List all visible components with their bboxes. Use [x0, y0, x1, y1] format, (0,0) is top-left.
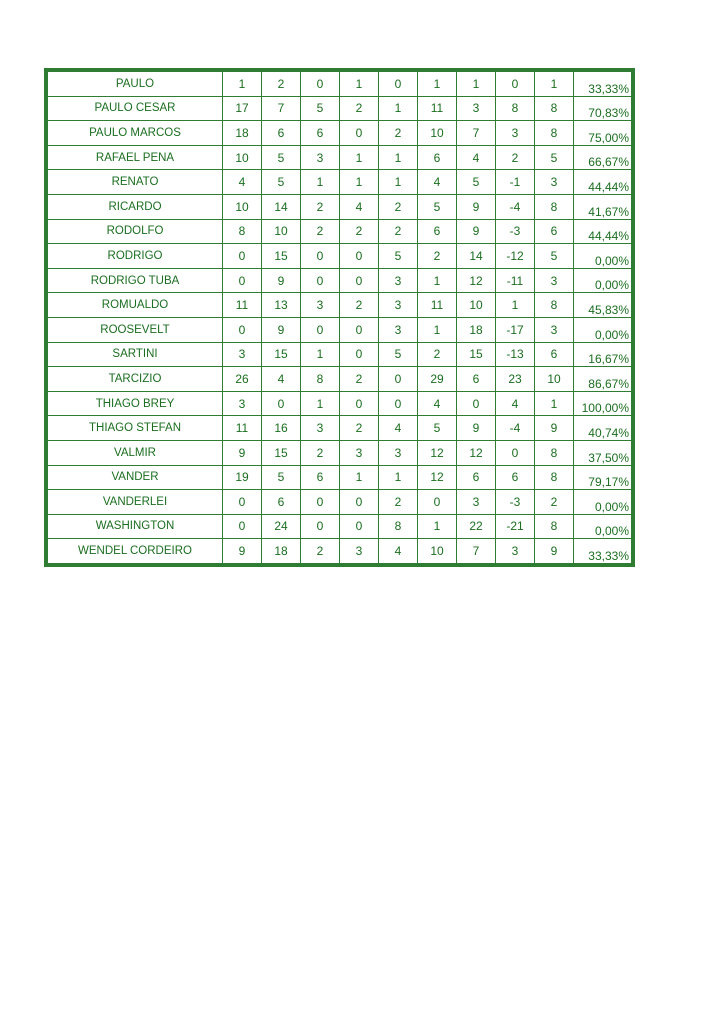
stat-cell: 8	[223, 219, 262, 244]
stat-cell: 0	[496, 440, 535, 465]
stat-cell: 6	[535, 219, 574, 244]
standings-table	[47, 71, 632, 564]
stat-cell: 13	[262, 293, 301, 318]
stat-cell: 3	[457, 96, 496, 121]
stat-cell: 4	[379, 416, 418, 441]
stat-cell: 10	[223, 145, 262, 170]
player-name: ROMUALDO	[48, 293, 223, 318]
stat-cell: 2	[379, 121, 418, 146]
stat-cell: 24	[262, 514, 301, 539]
stat-cell: 8	[379, 514, 418, 539]
stat-cell: -3	[496, 219, 535, 244]
percentage-cell: 0,00%	[574, 490, 632, 515]
stat-cell: 0	[301, 244, 340, 269]
player-name: VANDER	[48, 465, 223, 490]
stat-cell: 1	[379, 145, 418, 170]
table-row	[48, 244, 632, 269]
stat-cell: 0	[301, 490, 340, 515]
player-name: WENDEL CORDEIRO	[48, 539, 223, 564]
stat-cell: 2	[340, 293, 379, 318]
stat-cell: 0	[340, 268, 379, 293]
stat-cell: 1	[340, 465, 379, 490]
stat-cell: 10	[418, 121, 457, 146]
stat-cell: 1	[340, 145, 379, 170]
stat-cell: -3	[496, 490, 535, 515]
standings-sheet	[44, 68, 635, 567]
stat-cell: 5	[379, 244, 418, 269]
stat-cell: 1	[457, 72, 496, 97]
table-row	[48, 342, 632, 367]
percentage-cell: 0,00%	[574, 317, 632, 342]
player-name: PAULO	[48, 72, 223, 97]
stat-cell: 0	[223, 244, 262, 269]
stat-cell: 8	[535, 96, 574, 121]
stat-cell: 2	[340, 96, 379, 121]
stat-cell: 3	[379, 317, 418, 342]
stat-cell: 15	[262, 342, 301, 367]
stat-cell: 22	[457, 514, 496, 539]
stat-cell: -13	[496, 342, 535, 367]
stat-cell: 8	[535, 514, 574, 539]
stat-cell: 1	[340, 170, 379, 195]
stat-cell: 3	[496, 539, 535, 564]
stat-cell: 3	[535, 268, 574, 293]
stat-cell: 0	[301, 72, 340, 97]
stat-cell: -12	[496, 244, 535, 269]
player-name: PAULO CESAR	[48, 96, 223, 121]
stat-cell: 1	[301, 342, 340, 367]
stat-cell: 2	[379, 490, 418, 515]
table-row	[48, 170, 632, 195]
stat-cell: -11	[496, 268, 535, 293]
stat-cell: 3	[301, 145, 340, 170]
stat-cell: 8	[535, 293, 574, 318]
stat-cell: 0	[340, 514, 379, 539]
stat-cell: 1	[535, 391, 574, 416]
stat-cell: 2	[301, 194, 340, 219]
stat-cell: -4	[496, 416, 535, 441]
percentage-cell: 0,00%	[574, 268, 632, 293]
stat-cell: 15	[262, 244, 301, 269]
player-name: THIAGO BREY	[48, 391, 223, 416]
percentage-cell: 44,44%	[574, 219, 632, 244]
percentage-cell: 33,33%	[574, 72, 632, 97]
stat-cell: 3	[379, 440, 418, 465]
percentage-cell: 75,00%	[574, 121, 632, 146]
stat-cell: 6	[535, 342, 574, 367]
stat-cell: 8	[535, 465, 574, 490]
player-name: RENATO	[48, 170, 223, 195]
stat-cell: 0	[301, 317, 340, 342]
stat-cell: 11	[418, 96, 457, 121]
stat-cell: 10	[457, 293, 496, 318]
stat-cell: 8	[535, 194, 574, 219]
stat-cell: 2	[301, 440, 340, 465]
stat-cell: 0	[223, 317, 262, 342]
stat-cell: 2	[262, 72, 301, 97]
stat-cell: 3	[379, 268, 418, 293]
stat-cell: 9	[262, 268, 301, 293]
stat-cell: 0	[379, 391, 418, 416]
table-row	[48, 121, 632, 146]
stat-cell: 4	[379, 539, 418, 564]
stat-cell: 0	[418, 490, 457, 515]
stat-cell: 4	[223, 170, 262, 195]
stat-cell: 0	[496, 72, 535, 97]
percentage-cell: 16,67%	[574, 342, 632, 367]
stat-cell: -17	[496, 317, 535, 342]
stat-cell: 1	[223, 72, 262, 97]
percentage-cell: 45,83%	[574, 293, 632, 318]
table-row	[48, 490, 632, 515]
stat-cell: 5	[301, 96, 340, 121]
stat-cell: 3	[535, 317, 574, 342]
stat-cell: 0	[340, 391, 379, 416]
stat-cell: 17	[223, 96, 262, 121]
stat-cell: 4	[418, 391, 457, 416]
percentage-cell: 0,00%	[574, 244, 632, 269]
stat-cell: 3	[340, 440, 379, 465]
stat-cell: 0	[301, 268, 340, 293]
stat-cell: 5	[418, 194, 457, 219]
stat-cell: 6	[457, 367, 496, 392]
stat-cell: 0	[340, 244, 379, 269]
stat-cell: 0	[340, 121, 379, 146]
stat-cell: 14	[457, 244, 496, 269]
stat-cell: 0	[340, 317, 379, 342]
percentage-cell: 37,50%	[574, 440, 632, 465]
stat-cell: -4	[496, 194, 535, 219]
stat-cell: 0	[379, 72, 418, 97]
stat-cell: 0	[457, 391, 496, 416]
stat-cell: 6	[418, 219, 457, 244]
stat-cell: 11	[223, 416, 262, 441]
stat-cell: 1	[340, 72, 379, 97]
stat-cell: 1	[496, 293, 535, 318]
stat-cell: 1	[418, 317, 457, 342]
player-name: THIAGO STEFAN	[48, 416, 223, 441]
stat-cell: 1	[379, 465, 418, 490]
stat-cell: 9	[457, 194, 496, 219]
stat-cell: 10	[262, 219, 301, 244]
stat-cell: 7	[457, 121, 496, 146]
stat-cell: 2	[340, 416, 379, 441]
stat-cell: 8	[535, 440, 574, 465]
table-row	[48, 219, 632, 244]
stat-cell: 2	[379, 219, 418, 244]
table-row	[48, 539, 632, 564]
stat-cell: 1	[301, 391, 340, 416]
player-name: VALMIR	[48, 440, 223, 465]
stat-cell: 5	[262, 465, 301, 490]
percentage-cell: 86,67%	[574, 367, 632, 392]
stat-cell: 6	[418, 145, 457, 170]
stat-cell: 1	[379, 96, 418, 121]
stat-cell: 12	[418, 440, 457, 465]
stat-cell: -1	[496, 170, 535, 195]
stat-cell: 3	[496, 121, 535, 146]
stat-cell: 4	[418, 170, 457, 195]
stat-cell: 8	[535, 121, 574, 146]
stat-cell: 9	[262, 317, 301, 342]
percentage-cell: 79,17%	[574, 465, 632, 490]
stat-cell: 10	[535, 367, 574, 392]
table-row	[48, 440, 632, 465]
stat-cell: 12	[457, 440, 496, 465]
player-name: VANDERLEI	[48, 490, 223, 515]
stat-cell: 5	[262, 170, 301, 195]
stat-cell: 10	[223, 194, 262, 219]
stat-cell: 11	[418, 293, 457, 318]
percentage-cell: 70,83%	[574, 96, 632, 121]
stat-cell: 1	[418, 514, 457, 539]
stat-cell: 9	[535, 416, 574, 441]
stat-cell: 3	[340, 539, 379, 564]
stat-cell: 3	[535, 170, 574, 195]
stat-cell: 0	[379, 367, 418, 392]
stat-cell: 11	[223, 293, 262, 318]
stat-cell: 9	[535, 539, 574, 564]
percentage-cell: 33,33%	[574, 539, 632, 564]
player-name: RODOLFO	[48, 219, 223, 244]
table-row	[48, 194, 632, 219]
table-row	[48, 391, 632, 416]
player-name: PAULO MARCOS	[48, 121, 223, 146]
stat-cell: 0	[340, 490, 379, 515]
stat-cell: 9	[457, 219, 496, 244]
stat-cell: 3	[301, 416, 340, 441]
player-name: RICARDO	[48, 194, 223, 219]
percentage-cell: 66,67%	[574, 145, 632, 170]
stat-cell: 9	[223, 539, 262, 564]
stat-cell: 8	[301, 367, 340, 392]
stat-cell: 2	[340, 367, 379, 392]
stat-cell: 6	[496, 465, 535, 490]
stat-cell: 3	[457, 490, 496, 515]
stat-cell: 0	[301, 514, 340, 539]
stat-cell: 6	[262, 490, 301, 515]
table-row	[48, 367, 632, 392]
stat-cell: 2	[418, 342, 457, 367]
stat-cell: 3	[301, 293, 340, 318]
table-row	[48, 96, 632, 121]
stat-cell: 15	[262, 440, 301, 465]
stat-cell: 12	[457, 268, 496, 293]
table-row	[48, 514, 632, 539]
stat-cell: 18	[223, 121, 262, 146]
stat-cell: 12	[418, 465, 457, 490]
stat-cell: 5	[457, 170, 496, 195]
stat-cell: 9	[457, 416, 496, 441]
stat-cell: 5	[418, 416, 457, 441]
stat-cell: 29	[418, 367, 457, 392]
stat-cell: 5	[535, 145, 574, 170]
stat-cell: 0	[223, 268, 262, 293]
table-row	[48, 268, 632, 293]
stat-cell: 10	[418, 539, 457, 564]
player-name: TARCIZIO	[48, 367, 223, 392]
stat-cell: 18	[457, 317, 496, 342]
player-name: RAFAEL PENA	[48, 145, 223, 170]
stat-cell: 18	[262, 539, 301, 564]
stat-cell: 2	[418, 244, 457, 269]
player-name: ROOSEVELT	[48, 317, 223, 342]
stat-cell: 7	[262, 96, 301, 121]
stat-cell: 3	[223, 391, 262, 416]
table-row	[48, 317, 632, 342]
stat-cell: 2	[535, 490, 574, 515]
stat-cell: 0	[223, 514, 262, 539]
stat-cell: 5	[379, 342, 418, 367]
stat-cell: 19	[223, 465, 262, 490]
percentage-cell: 41,67%	[574, 194, 632, 219]
stat-cell: 4	[340, 194, 379, 219]
stat-cell: 2	[301, 219, 340, 244]
stat-cell: 2	[379, 194, 418, 219]
stat-cell: 0	[340, 342, 379, 367]
standings-body	[48, 72, 632, 564]
stat-cell: 15	[457, 342, 496, 367]
player-name: WASHINGTON	[48, 514, 223, 539]
stat-cell: 5	[262, 145, 301, 170]
percentage-cell: 44,44%	[574, 170, 632, 195]
stat-cell: 3	[379, 293, 418, 318]
stat-cell: 0	[223, 490, 262, 515]
stat-cell: 0	[262, 391, 301, 416]
player-name: RODRIGO	[48, 244, 223, 269]
stat-cell: 4	[496, 391, 535, 416]
table-row	[48, 465, 632, 490]
stat-cell: 2	[496, 145, 535, 170]
stat-cell: 1	[418, 268, 457, 293]
player-name: RODRIGO TUBA	[48, 268, 223, 293]
stat-cell: 5	[535, 244, 574, 269]
stat-cell: 1	[379, 170, 418, 195]
table-row	[48, 416, 632, 441]
stat-cell: 2	[301, 539, 340, 564]
stat-cell: 4	[457, 145, 496, 170]
stat-cell: 2	[340, 219, 379, 244]
percentage-cell: 40,74%	[574, 416, 632, 441]
stat-cell: 26	[223, 367, 262, 392]
percentage-cell: 0,00%	[574, 514, 632, 539]
stat-cell: 1	[301, 170, 340, 195]
stat-cell: 16	[262, 416, 301, 441]
stat-cell: 6	[262, 121, 301, 146]
stat-cell: 9	[223, 440, 262, 465]
stat-cell: 1	[535, 72, 574, 97]
stat-cell: 6	[301, 121, 340, 146]
stat-cell: 14	[262, 194, 301, 219]
table-row	[48, 293, 632, 318]
stat-cell: 1	[418, 72, 457, 97]
player-name: SARTINI	[48, 342, 223, 367]
stat-cell: 3	[223, 342, 262, 367]
stat-cell: 4	[262, 367, 301, 392]
stat-cell: 6	[457, 465, 496, 490]
stat-cell: 23	[496, 367, 535, 392]
stat-cell: -21	[496, 514, 535, 539]
stat-cell: 6	[301, 465, 340, 490]
table-row	[48, 72, 632, 97]
table-row	[48, 145, 632, 170]
percentage-cell: 100,00%	[574, 391, 632, 416]
stat-cell: 7	[457, 539, 496, 564]
stat-cell: 8	[496, 96, 535, 121]
